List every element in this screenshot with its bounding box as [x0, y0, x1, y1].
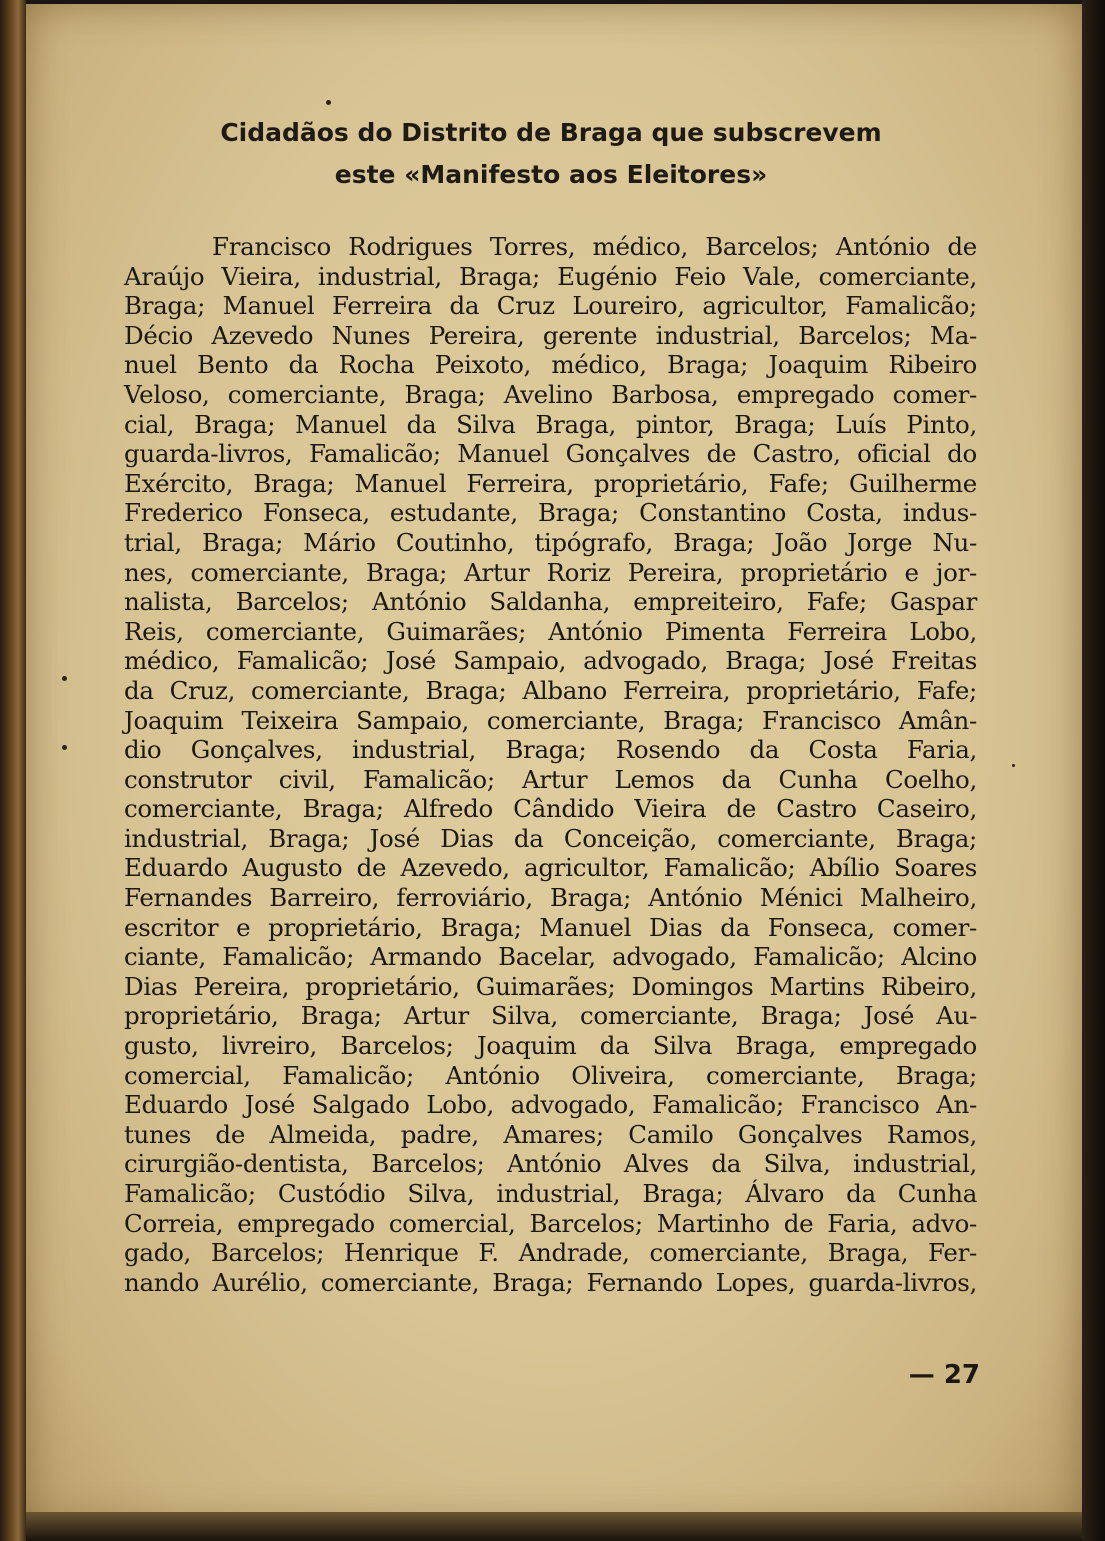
text-line: Décio Azevedo Nunes Pereira, gerente industrial, Barcelos; Ma- [124, 320, 977, 350]
book-binding [0, 0, 26, 1541]
text-line: nando Aurélio, comerciante, Braga; Fernando Lopes, guarda-livros, [124, 1267, 977, 1297]
page-edge-right [1082, 0, 1105, 1541]
text-line: industrial, Braga; José Dias da Conceição, comerciante, Braga; [124, 823, 977, 853]
text-line: Eduardo Augusto de Azevedo, agricultor, Famalicão; Abílio Soares [124, 853, 977, 883]
text-line: Joaquim Teixeira Sampaio, comerciante, Braga; Francisco Amân- [124, 705, 977, 735]
text-line: gusto, livreiro, Barcelos; Joaquim da Silva Braga, empregado [124, 1031, 977, 1061]
text-line: cial, Braga; Manuel da Silva Braga, pintor, Braga; Luís Pinto, [124, 409, 977, 439]
text-line: comerciante, Braga; Alfredo Cândido Vieira de Castro Caseiro, [124, 794, 977, 824]
ink-speck [62, 676, 67, 681]
page-edge-bottom [26, 1512, 1082, 1541]
text-line: ciante, Famalicão; Armando Bacelar, advogado, Famalicão; Alcino [124, 942, 977, 972]
ink-speck [326, 100, 331, 105]
text-line: gado, Barcelos; Henrique F. Andrade, comerciante, Braga, Fer- [124, 1238, 977, 1268]
heading-line-1: Cidadãos do Distrito de Braga que subscrevem [220, 118, 882, 147]
text-line: da Cruz, comerciante, Braga; Albano Ferreira, proprietário, Fafe; [124, 675, 977, 705]
page-heading [126, 112, 976, 196]
text-line: guarda-livros, Famalicão; Manuel Gonçalves de Castro, oficial do [124, 439, 977, 469]
text-line: construtor civil, Famalicão; Artur Lemos da Cunha Coelho, [124, 764, 977, 794]
text-line: nes, comerciante, Braga; Artur Roriz Pereira, proprietário e jor- [124, 557, 977, 587]
text-line: cirurgião-dentista, Barcelos; António Alves da Silva, industrial, [124, 1149, 977, 1179]
text-line: Correia, empregado comercial, Barcelos; Martinho de Faria, advo- [124, 1208, 977, 1238]
text-line: médico, Famalicão; José Sampaio, advogado, Braga; José Freitas [124, 646, 977, 676]
text-line: nuel Bento da Rocha Peixoto, médico, Braga; Joaquim Ribeiro [124, 350, 977, 380]
text-line: proprietário, Braga; Artur Silva, comerciante, Braga; José Au- [124, 1001, 977, 1031]
text-line: tunes de Almeida, padre, Amares; Camilo Gonçalves Ramos, [124, 1119, 977, 1149]
text-line: Braga; Manuel Ferreira da Cruz Loureiro, agricultor, Famalicão; [124, 291, 977, 321]
ink-speck [62, 745, 67, 750]
text-line: Veloso, comerciante, Braga; Avelino Barbosa, empregado comer- [124, 379, 977, 409]
signatories-paragraph [124, 232, 977, 1297]
text-line: Dias Pereira, proprietário, Guimarães; Domingos Martins Ribeiro, [124, 971, 977, 1001]
text-line: trial, Braga; Mário Coutinho, tipógrafo, Braga; João Jorge Nu- [124, 527, 977, 557]
page-number: — 27 [908, 1360, 980, 1390]
text-line: Famalicão; Custódio Silva, industrial, Braga; Álvaro da Cunha [124, 1179, 977, 1208]
text-line: Frederico Fonseca, estudante, Braga; Constantino Costa, indus- [124, 498, 977, 528]
text-line: comercial, Famalicão; António Oliveira, comerciante, Braga; [124, 1060, 977, 1090]
text-line: Eduardo José Salgado Lobo, advogado, Famalicão; Francisco An- [124, 1090, 977, 1120]
text-line: escritor e proprietário, Braga; Manuel Dias da Fonseca, comer- [124, 912, 977, 942]
text-line: Reis, comerciante, Guimarães; António Pimenta Ferreira Lobo, [124, 616, 977, 646]
text-line: dio Gonçalves, industrial, Braga; Rosendo da Costa Faria, [124, 735, 977, 765]
ink-speck [1012, 764, 1015, 767]
heading-line-2: este «Manifesto aos Eleitores» [334, 160, 768, 189]
text-line: Araújo Vieira, industrial, Braga; Eugénio Feio Vale, comerciante, [124, 261, 977, 291]
text-line: nalista, Barcelos; António Saldanha, empreiteiro, Fafe; Gaspar [124, 587, 977, 617]
text-line: Fernandes Barreiro, ferroviário, Braga; António Ménici Malheiro, [124, 883, 977, 913]
text-line: Francisco Rodrigues Torres, médico, Barcelos; António de [212, 232, 977, 261]
text-line: Exército, Braga; Manuel Ferreira, proprietário, Fafe; Guilherme [124, 468, 977, 498]
